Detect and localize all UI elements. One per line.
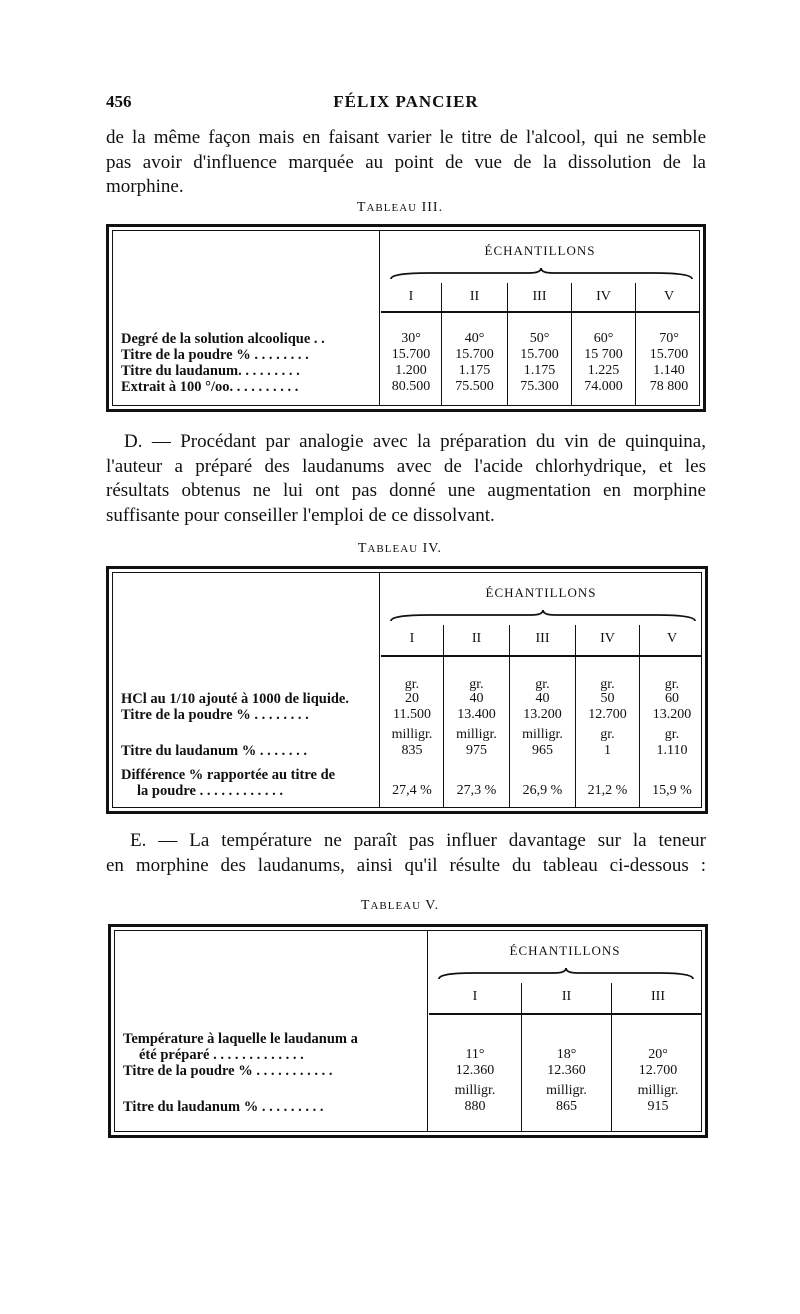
table-cell: 15 700 xyxy=(584,347,623,362)
row-label: Titre de la poudre % . . . . . . . . xyxy=(121,347,309,363)
caption-initial: T xyxy=(360,898,371,913)
text-line: D. — Procédant par analogie avec la préparation du vin de quinquina, xyxy=(124,431,706,452)
table-cell: 11.500 xyxy=(393,707,431,722)
unit-cell: milligr. xyxy=(522,727,563,742)
table-cell: 78 800 xyxy=(649,379,689,394)
row-label: Titre du laudanum % . . . . . . . xyxy=(121,743,307,759)
table-4 xyxy=(106,566,708,814)
table-cell: 1.175 xyxy=(458,363,491,378)
table-cell: 965 xyxy=(532,743,553,758)
brace-icon xyxy=(389,609,697,623)
header-rule xyxy=(381,311,699,313)
row-label-continued: été préparé . . . . . . . . . . . . . xyxy=(139,1047,304,1063)
table-cell: 40° xyxy=(464,331,485,346)
caption-word: ABLEAU xyxy=(370,900,422,912)
table-cell: 75.500 xyxy=(455,379,494,394)
table-cell: 40 xyxy=(469,691,484,706)
table-cell: 880 xyxy=(464,1099,486,1114)
brace-icon xyxy=(437,967,695,981)
unit-cell: gr. xyxy=(535,677,550,692)
text-line: en morphine des laudanums, ainsi qu'il résulte du tableau ci-dessous : xyxy=(106,854,706,876)
table-cell: 1.175 xyxy=(523,363,556,378)
column-header: III xyxy=(651,989,665,1004)
table-cell: 13.200 xyxy=(652,707,692,722)
caption-word: ABLEAU xyxy=(366,202,418,214)
text-line: pas avoir d'influence marquée au point de vue de la dissolution de la xyxy=(106,151,706,173)
table3-caption xyxy=(0,200,800,216)
table-cell: 12.700 xyxy=(638,1063,678,1078)
table-cell: 975 xyxy=(466,743,487,758)
column-header: V xyxy=(666,631,678,646)
table-cell: 21,2 % xyxy=(587,783,628,798)
column-header: IV xyxy=(600,631,615,646)
header-rule xyxy=(381,655,701,657)
header-rule xyxy=(429,1013,701,1015)
group-header: ÉCHANTILLONS xyxy=(485,585,597,600)
table-cell: 1.110 xyxy=(656,743,688,758)
table-cell: 74.000 xyxy=(584,379,623,394)
table-cell: 12.700 xyxy=(588,707,627,722)
table-cell: 13.200 xyxy=(523,707,562,722)
table-cell: 60° xyxy=(593,331,614,346)
text-line: de la même façon mais en faisant varier le titre de l'alcool, qui ne semble xyxy=(106,127,706,148)
table-cell: 15.700 xyxy=(649,347,689,362)
table-cell: 15.700 xyxy=(455,347,494,362)
column-header: I xyxy=(408,289,414,304)
table-cell: 1.140 xyxy=(653,363,685,378)
column-header: I xyxy=(409,631,415,646)
table-cell: 70° xyxy=(659,331,679,346)
row-label: Degré de la solution alcoolique . . xyxy=(121,331,325,347)
row-label: Titre de la poudre % . . . . . . . . xyxy=(121,707,309,723)
paragraph-d xyxy=(106,430,706,528)
unit-cell: gr. xyxy=(469,677,484,692)
unit-cell: gr. xyxy=(600,677,615,692)
column-header: III xyxy=(532,289,547,304)
column-rule xyxy=(379,573,380,807)
page-number: 456 xyxy=(106,92,132,111)
column-header: V xyxy=(663,289,675,304)
paragraph-e xyxy=(106,829,706,878)
column-header: II xyxy=(469,289,480,304)
unit-cell: gr. xyxy=(664,677,680,692)
intro-paragraph xyxy=(106,126,706,200)
column-header: II xyxy=(561,989,572,1004)
row-label: Titre du laudanum. . . . . . . . . xyxy=(121,363,300,379)
table-cell: 15.700 xyxy=(520,347,559,362)
running-header xyxy=(106,92,706,116)
row-label: Température à laquelle le laudanum a xyxy=(123,1031,358,1047)
table-cell: 15.700 xyxy=(391,347,431,362)
table-3 xyxy=(106,224,706,412)
text-line: résultats obtenus ne lui ont pas donné une augmentation en morphine xyxy=(106,480,706,501)
table-cell: 1 xyxy=(604,743,611,758)
unit-cell: milligr. xyxy=(454,1083,496,1098)
unit-cell: gr. xyxy=(664,727,680,742)
table-cell: 30° xyxy=(401,331,421,346)
caption-number: IV. xyxy=(418,541,443,556)
table-cell: 1.200 xyxy=(395,363,427,378)
table-cell: 18° xyxy=(556,1047,577,1062)
table-cell: 865 xyxy=(556,1099,577,1114)
caption-initial: T xyxy=(357,541,368,556)
caption-number: III. xyxy=(417,200,444,215)
unit-cell: gr. xyxy=(600,727,615,742)
unit-cell: milligr. xyxy=(546,1083,587,1098)
column-header: II xyxy=(471,631,482,646)
table-cell: 27,4 % xyxy=(392,783,432,798)
column-rule xyxy=(379,231,380,405)
table-cell: 15,9 % xyxy=(652,783,692,798)
text-line: l'auteur a préparé des laudanums avec de l'acide chlorhydrique, et les xyxy=(106,455,706,477)
running-title: FÉLIX PANCIER xyxy=(333,92,479,111)
table-cell: 80.500 xyxy=(391,379,431,394)
unit-cell: milligr. xyxy=(637,1083,679,1098)
unit-cell: milligr. xyxy=(456,727,497,742)
text-line: suffisante pour conseiller l'emploi de ce dissolvant. xyxy=(106,504,495,526)
table-cell: 20 xyxy=(405,691,419,706)
table-cell: 11° xyxy=(465,1047,485,1062)
column-header: I xyxy=(472,989,478,1004)
group-header: ÉCHANTILLONS xyxy=(509,943,621,958)
unit-cell: gr. xyxy=(404,677,420,692)
group-header: ÉCHANTILLONS xyxy=(484,243,596,258)
table-cell: 27,3 % xyxy=(456,783,497,798)
text-line: morphine. xyxy=(106,176,184,197)
caption-word: ABLEAU xyxy=(367,543,419,555)
column-header: IV xyxy=(596,289,611,304)
brace-icon xyxy=(389,267,694,281)
table-cell: 75.300 xyxy=(520,379,559,394)
column-rule xyxy=(427,931,428,1131)
text-line: E. — La température ne paraît pas influer davantage sur la teneur xyxy=(130,830,706,851)
table-cell: 50 xyxy=(600,691,615,706)
table-cell: 12.360 xyxy=(455,1063,495,1078)
table4-caption xyxy=(0,541,800,557)
table5-caption xyxy=(0,898,800,914)
table-cell: 12.360 xyxy=(547,1063,586,1078)
row-label: Titre de la poudre % . . . . . . . . . . . xyxy=(123,1063,333,1079)
table-cell: 915 xyxy=(647,1099,669,1114)
column-header: III xyxy=(535,631,550,646)
table-cell: 26,9 % xyxy=(522,783,563,798)
table-cell: 20° xyxy=(648,1047,668,1062)
row-label: Titre du laudanum % . . . . . . . . . xyxy=(123,1099,324,1115)
row-label-continued: la poudre . . . . . . . . . . . . xyxy=(137,783,283,799)
table-cell: 1.225 xyxy=(587,363,620,378)
table-cell: 13.400 xyxy=(457,707,496,722)
table-5 xyxy=(108,924,708,1138)
row-label: Différence % rapportée au titre de xyxy=(121,767,336,783)
caption-initial: T xyxy=(356,200,367,215)
caption-number: V. xyxy=(421,898,440,913)
table-cell: 40 xyxy=(535,691,550,706)
row-label: Extrait à 100 °/oo. . . . . . . . . . xyxy=(121,379,299,395)
unit-cell: milligr. xyxy=(391,727,433,742)
table-cell: 60 xyxy=(665,691,679,706)
table-cell: 50° xyxy=(529,331,550,346)
table-cell: 835 xyxy=(401,743,423,758)
row-label: HCl au 1/10 ajouté à 1000 de liquide. xyxy=(121,691,349,707)
